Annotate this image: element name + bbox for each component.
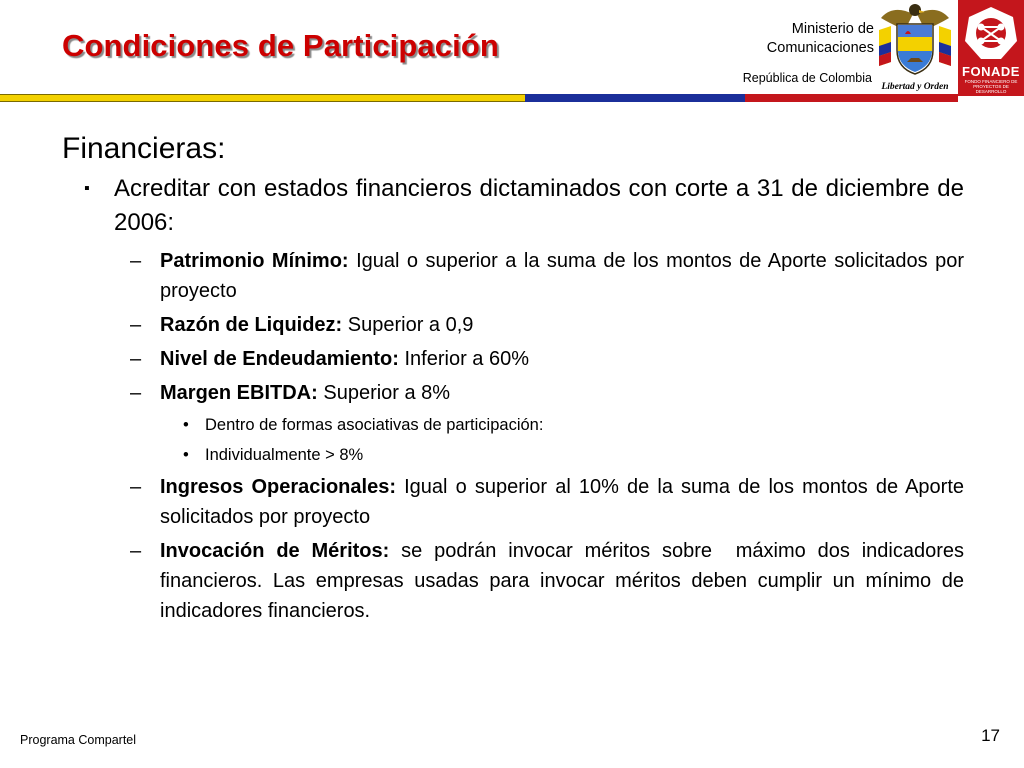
bullet-item	[62, 172, 964, 240]
item-text: Inferior a 60%	[398, 348, 530, 370]
crest-motto: Libertad y Orden	[881, 82, 949, 92]
footer-program: Programa Compartel	[20, 733, 137, 747]
item-label: Patrimonio Mínimo:	[160, 250, 349, 272]
dash-marker: –	[130, 250, 142, 272]
fonade-name: FONADE	[962, 64, 1020, 79]
dash-marker: –	[130, 314, 142, 336]
item-label: Nivel de Endeudamiento:	[160, 348, 399, 370]
dash-marker: –	[130, 540, 142, 562]
header-bar-red	[745, 94, 958, 102]
item-text: se podrán invocar méritos sobre máximo dos indicadores financieros. Las empresas usadas para invocar méritos deben cumplir un mínimo de indicadores financieros.	[160, 540, 970, 622]
ministry-line-1: Ministerio de	[791, 21, 874, 37]
dash-item-ingresos	[62, 472, 964, 532]
section-heading: Financieras:	[62, 132, 226, 165]
page-number: 17	[981, 726, 1000, 745]
fonade-emblem-icon	[961, 3, 1021, 63]
fonade-subtitle: FONDO FINANCIERO DE PROYECTOS DE DESARROLLO	[964, 79, 1018, 94]
item-label: Margen EBITDA:	[160, 382, 318, 404]
dot-item-asociativas	[62, 412, 964, 438]
republic-label: República de Colombia	[742, 71, 872, 85]
dash-item-endeudamiento	[62, 344, 964, 374]
header-bar-blue	[525, 94, 745, 102]
sub-item-text: Individualmente > 8%	[205, 446, 364, 464]
dot-item-individual	[62, 442, 964, 468]
ministry-line-2: Comunicaciones	[766, 40, 874, 56]
item-label: Ingresos Operacionales:	[160, 476, 396, 498]
dash-marker: –	[130, 348, 142, 370]
dash-item-patrimonio	[62, 246, 964, 306]
bullet-text: Acreditar con estados financieros dictaminados con corte a 31 de diciembre de 2006:	[114, 175, 964, 236]
item-text: Igual o superior a la suma de los montos de Aporte solicitados por proyecto	[160, 250, 964, 302]
slide-content	[62, 132, 970, 630]
dash-marker: –	[130, 382, 142, 404]
dash-item-meritos	[62, 536, 970, 626]
square-bullet-icon: ▪	[84, 180, 90, 197]
header-bar-yellow	[0, 94, 525, 102]
sub-item-text: Dentro de formas asociativas de participación:	[205, 416, 544, 434]
item-text: Superior a 8%	[317, 382, 451, 404]
ministry-name	[767, 20, 874, 58]
item-label: Invocación de Méritos:	[160, 540, 390, 562]
dash-marker: –	[130, 476, 142, 498]
fonade-logo	[958, 0, 1024, 96]
dot-marker: •	[183, 416, 189, 434]
dot-marker: •	[183, 446, 189, 464]
colombia-coat-of-arms-icon	[875, 0, 955, 96]
dash-item-liquidez	[62, 310, 964, 340]
header-color-bar	[0, 94, 958, 102]
item-text: Igual o superior al 10% de la suma de los montos de Aporte solicitados por proyecto	[160, 476, 965, 528]
dash-item-ebitda	[62, 378, 964, 408]
item-text: Superior a 0,9	[342, 314, 474, 336]
item-label: Razón de Liquidez:	[160, 314, 343, 336]
slide-title: Condiciones de Participación	[62, 28, 499, 63]
